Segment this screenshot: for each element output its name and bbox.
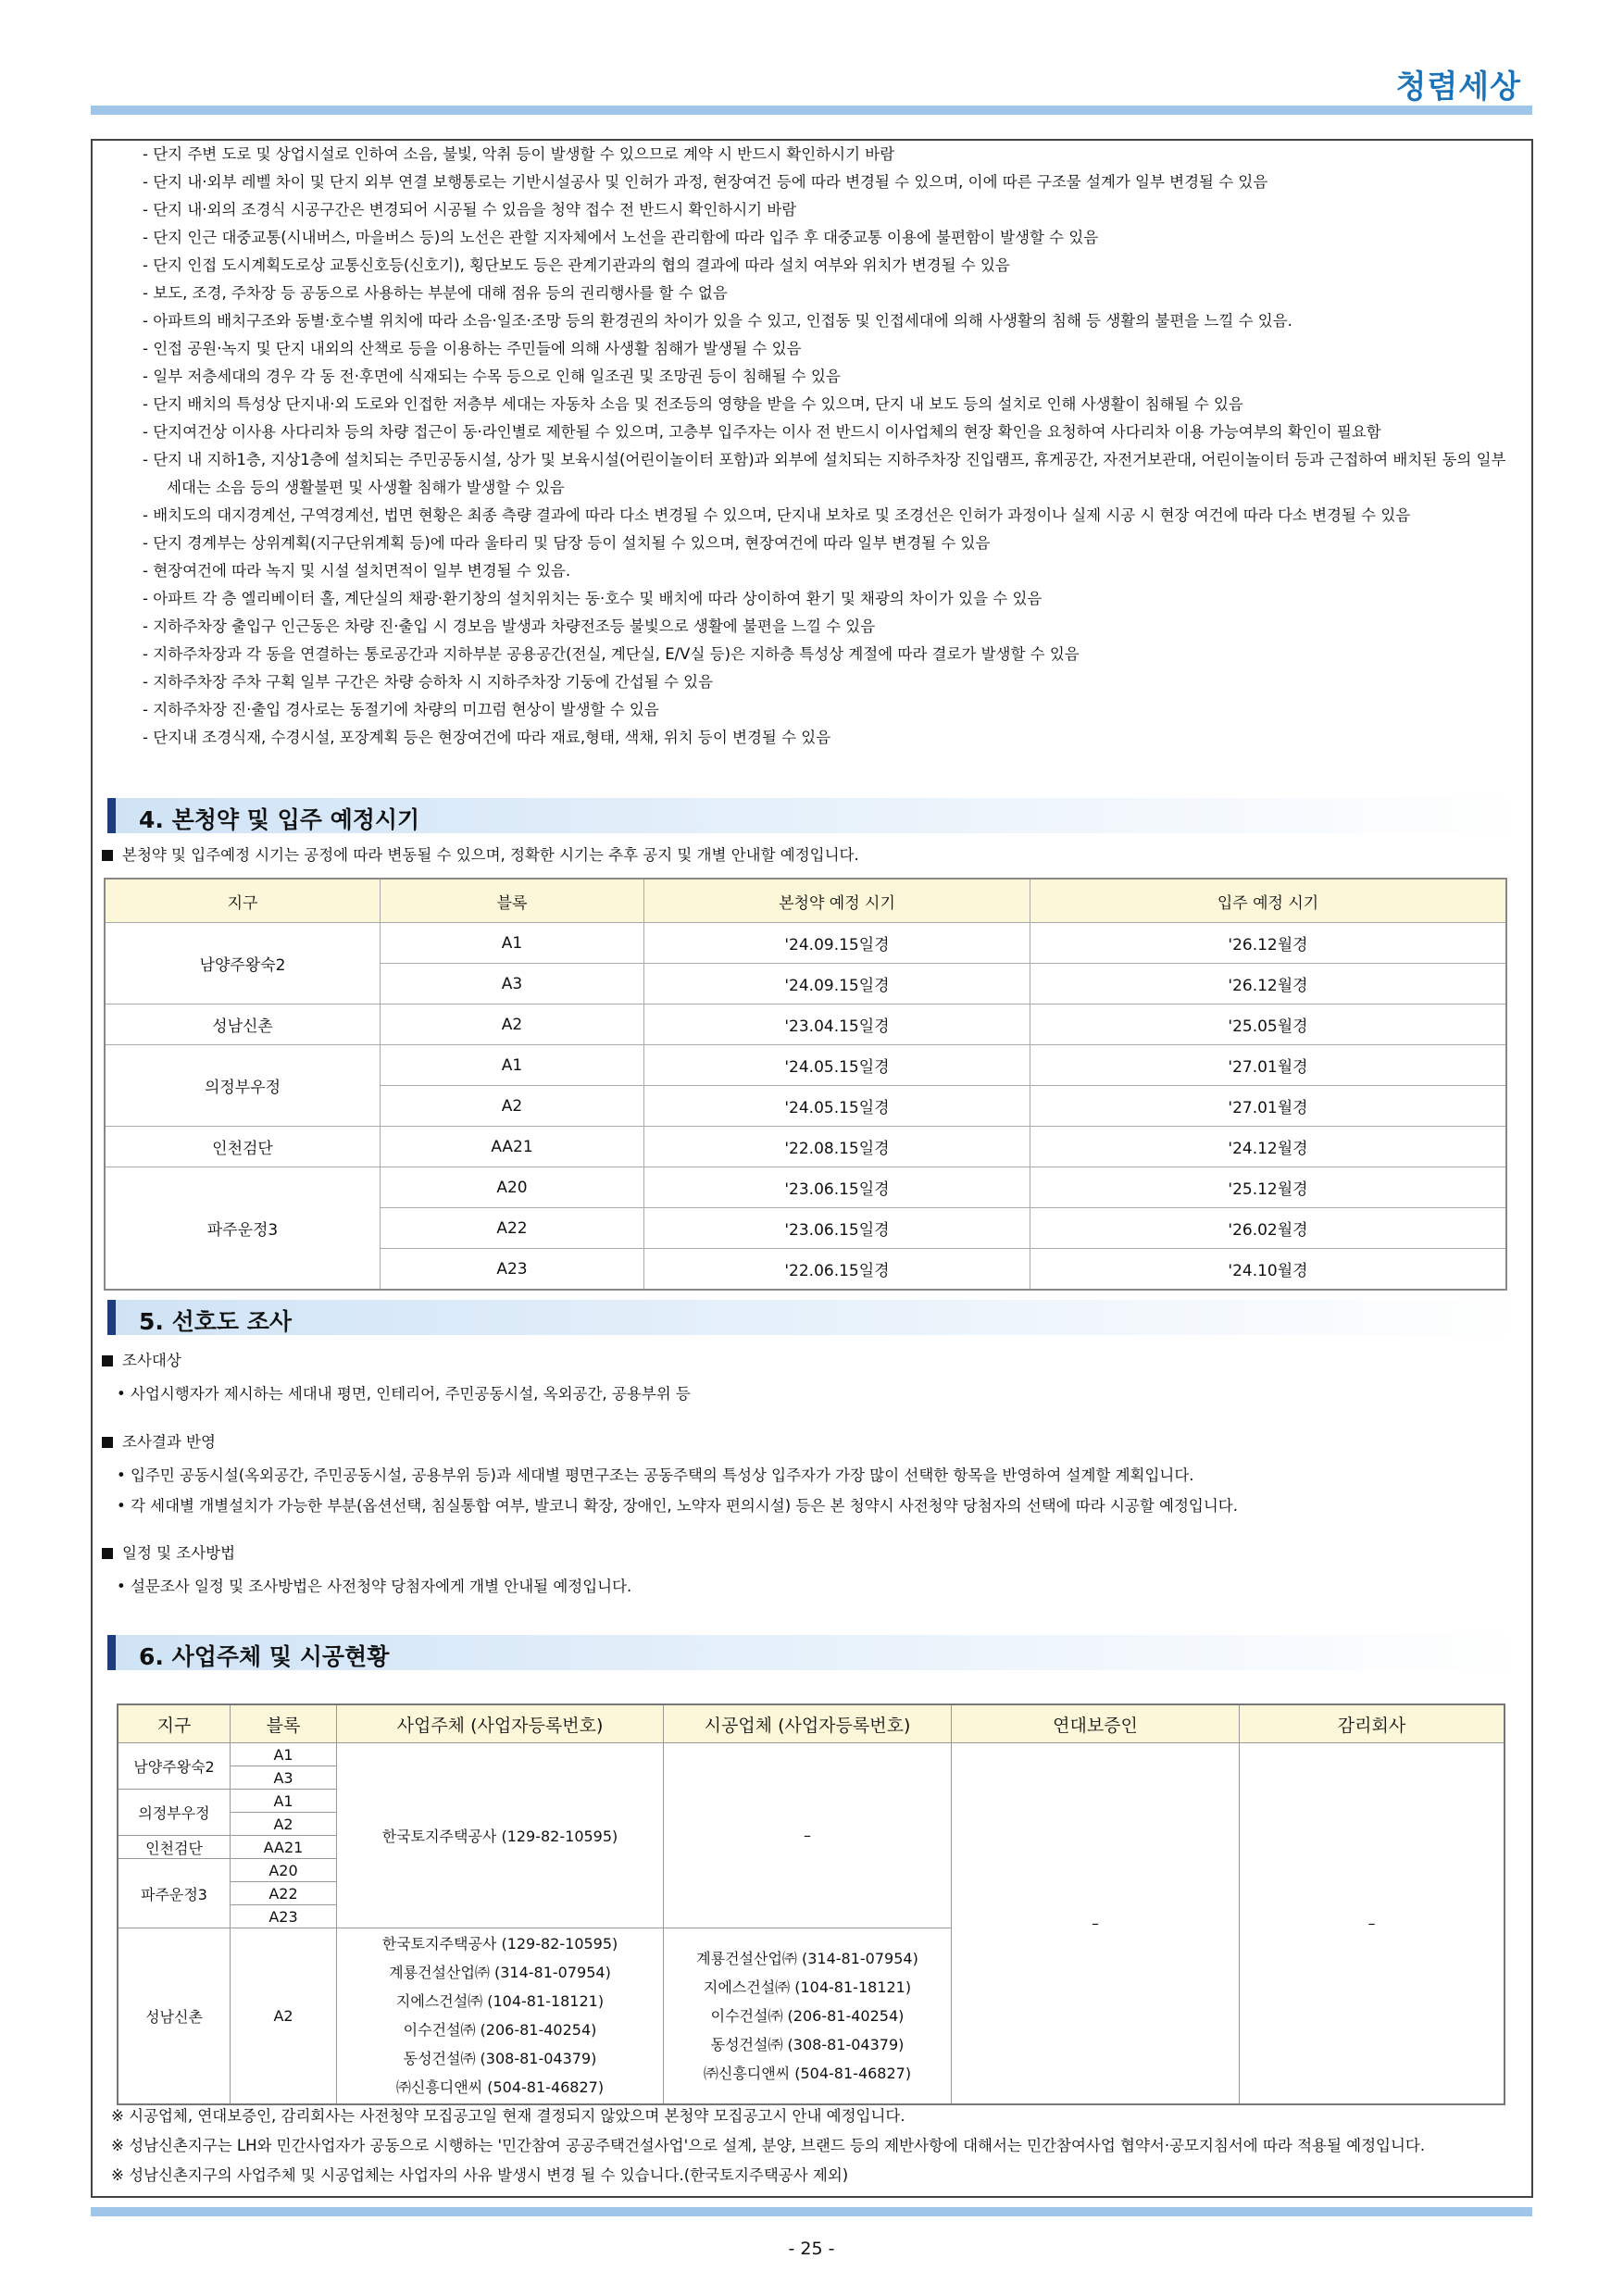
owner-line: ㈜신흥디앤씨 (504-81-46827) [395,2078,605,2097]
owner-line: 한국토지주택공사 (129-82-10595) [381,1935,618,1953]
col-move-in: 입주 예정 시기 [1030,879,1507,923]
col-builder: 시공업체 (사업자등록번호) [664,1704,952,1743]
move-in-cell: '25.05월경 [1030,1004,1507,1045]
block-cell: AA21 [231,1836,337,1859]
col-block: 블록 [231,1704,337,1743]
col-owner: 사업주체 (사업자등록번호) [337,1704,664,1743]
district-cell: 성남신촌 [118,1928,231,2104]
block-cell: A1 [231,1743,337,1766]
district-cell: 인천검단 [105,1127,381,1167]
pre-subscription-cell: '24.05.15일경 [644,1045,1030,1086]
move-in-cell: '26.12월경 [1030,923,1507,964]
section-4-header [107,798,1524,833]
brand-logo [1396,61,1521,106]
note-item: - 단지 경계부는 상위계획(지구단위계획 등)에 따라 울타리 및 담장 등이 설치될 수 있으며, 현장여건에 따라 일부 변경될 수 있음 [143,534,991,552]
pre-subscription-cell: '22.06.15일경 [644,1249,1030,1291]
note-item: - 아파트의 배치구조와 동별·호수별 위치에 따라 소음·일조·조망 등의 환경권의 차이가 있을 수 있고, 인접동 및 인접세대에 의해 사생활의 침해 등 생활의 불편을 느낄 수 있음. [143,312,1292,330]
col-district: 지구 [105,879,381,923]
district-cell: 파주운정3 [118,1859,231,1928]
contractor-table-header [118,1704,1504,1743]
district-cell: 의정부우정 [118,1790,231,1836]
table-row [105,923,1506,964]
table-row [105,1004,1506,1045]
note-item: - 아파트 각 층 엘리베이터 홀, 계단실의 채광·환기창의 설치위치는 동·호수 및 배치에 따라 상이하여 환기 및 채광의 차이가 있을 수 있음 [143,590,1042,607]
footnote-1: ※ 시공업체, 연대보증인, 감리회사는 사전청약 모집공고일 현재 결정되지 않았으며 본청약 모집공고시 안내 예정입니다. [111,2107,905,2125]
block-cell: A22 [231,1882,337,1905]
note-item: - 단지 내·외부 레벨 차이 및 단지 외부 연결 보행통로는 기반시설공사 및 인허가 과정, 현장여건 등에 따라 변경될 수 있으며, 이에 따른 구조물 설계가 일부 변경될 수 있음 [143,173,1268,191]
block-cell: A20 [381,1167,644,1208]
section-5-title: 5. 선호도 조사 [139,1308,293,1335]
district-cell: 남양주왕숙2 [118,1743,231,1790]
owner-line: 지에스건설㈜ (104-81-18121) [395,1992,605,2011]
content-frame [91,139,1533,2198]
seongnam-builders-cell [664,1928,952,2104]
section-marker [107,1635,116,1670]
builder-line: 계룡건설산업㈜ (314-81-07954) [696,1949,918,1967]
section-6-title: 6. 사업주체 및 시공현황 [139,1643,390,1670]
page-number: - 25 - [788,2239,835,2259]
footnote-3: ※ 성남신촌지구의 사업주체 및 시공업체는 사업자의 사유 발생시 변경 될 수 있습니다.(한국토지주택공사 제외) [111,2166,849,2184]
block-cell: A3 [231,1766,337,1790]
block-cell: A22 [381,1208,644,1249]
col-pre-subscription: 본청약 예정 시기 [644,879,1030,923]
note-item: - 지하주차장 출입구 인근동은 차량 진·출입 시 경보음 발생과 차량전조등 불빛으로 생활에 불편을 느낄 수 있음 [143,618,876,635]
owner-cell-lh: 한국토지주택공사 (129-82-10595) [337,1743,664,1928]
note-item: - 단지내 조경식재, 수경시설, 포장계획 등은 현장여건에 따라 재료,형태, 색채, 위치 등이 변경될 수 있음 [143,729,831,746]
logo-text: 청렴세상 [1395,69,1521,106]
note-item: - 지하주차장 진·출입 경사로는 동절기에 차량의 미끄럼 현상이 발생할 수 있음 [143,701,659,718]
note-item: - 배치도의 대지경계선, 구역경계선, 법면 현황은 최종 측량 결과에 따라 다소 변경될 수 있으며, 단지내 보차로 및 조경선은 인허가 과정이나 실제 시공 시 현장 여건에 따라 다소 변경될 수 있음 [143,506,1411,524]
note-item: - 단지 배치의 특성상 단지내·외 도로와 인접한 저층부 세대는 자동차 소음 및 전조등의 영향을 받을 수 있으며, 단지 내 보도 등의 설치로 인해 사생활이 침해될 수 있음 [143,395,1243,413]
contractor-table [117,1703,1505,2105]
bottom-divider [91,2207,1532,2216]
block-cell: A2 [381,1086,644,1127]
district-cell: 성남신촌 [105,1004,381,1045]
note-item: - 단지 인접 도시계획도로상 교통신호등(신호기), 횡단보도 등은 관계기관과의 협의 결과에 따라 설치 여부와 위치가 변경될 수 있음 [143,256,1010,274]
survey-method-item: • 설문조사 일정 및 조사방법은 사전청약 당첨자에게 개별 안내될 예정입니다. [117,1578,632,1595]
note-item: - 인접 공원·녹지 및 단지 내외의 산책로 등을 이용하는 주민들에 의해 사생활 침해가 발생될 수 있음 [143,340,802,357]
col-supervisor: 감리회사 [1240,1704,1505,1743]
block-cell: A20 [231,1859,337,1882]
table-row [118,1743,1504,1766]
survey-target-label: 조사대상 [122,1352,181,1369]
move-in-cell: '26.02월경 [1030,1208,1507,1249]
col-guarantor: 연대보증인 [952,1704,1240,1743]
section-4-intro-line [102,844,859,867]
move-in-cell: '26.12월경 [1030,964,1507,1004]
block-cell: AA21 [381,1127,644,1167]
owner-line: 계룡건설산업㈜ (314-81-07954) [389,1964,611,1982]
table-row [105,1045,1506,1086]
note-item: - 단지 내 지하1층, 지상1층에 설치되는 주민공동시설, 상가 및 보육시설(어린이놀이터 포함)과 외부에 설치되는 지하주차장 진입램프, 휴게공간, 자전거보관대, 어린이놀이터 등과 근접하여 배치된 동의 일부세대는 소음 등의 생활불편 및 사생활 침해가 발생할 수 있음 [143,451,1506,496]
supervisor-cell: – [1240,1743,1505,2104]
square-bullet-icon [102,1437,113,1448]
block-cell: A1 [381,923,644,964]
section-marker [107,1300,116,1335]
notes-list [130,141,1518,752]
block-cell: A2 [231,1928,337,2104]
pre-subscription-cell: '23.06.15일경 [644,1167,1030,1208]
section-4-intro: 본청약 및 입주예정 시기는 공정에 따라 변동될 수 있으며, 정확한 시기는 추후 공지 및 개별 안내할 예정입니다. [122,846,859,864]
note-item: - 단지 주변 도로 및 상업시설로 인하여 소음, 불빛, 악취 등이 발생할 수 있으므로 계약 시 반드시 확인하시기 바람 [143,145,895,163]
seongnam-owners-cell [337,1928,664,2104]
square-bullet-icon [102,850,113,861]
note-item: - 단지 내·외의 조경식 시공구간은 변경되어 시공될 수 있음을 청약 접수 전 반드시 확인하시기 바람 [143,201,797,218]
builder-line: ㈜신흥디앤씨 (504-81-46827) [703,2064,912,2082]
block-cell: A23 [231,1905,337,1928]
survey-method-heading [102,1542,235,1565]
move-in-cell: '25.12월경 [1030,1167,1507,1208]
survey-result-item-2: • 각 세대별 개별설치가 가능한 부분(옵션선택, 침실통합 여부, 발코니 확장, 장애인, 노약자 편의시설) 등은 본 청약시 사전청약 당첨자의 선택에 따라 시공할 예정입니다. [117,1497,1238,1515]
block-cell: A2 [231,1813,337,1836]
pre-subscription-cell: '24.05.15일경 [644,1086,1030,1127]
move-in-cell: '24.12월경 [1030,1127,1507,1167]
builder-line: 이수건설㈜ (206-81-40254) [710,2006,905,2025]
district-cell: 남양주왕숙2 [105,923,381,1004]
builder-line: 지에스건설㈜ (104-81-18121) [703,1978,912,1996]
pre-subscription-cell: '22.08.15일경 [644,1127,1030,1167]
survey-method-label: 일정 및 조사방법 [122,1544,236,1562]
survey-result-heading [102,1431,216,1454]
note-item: - 현장여건에 따라 녹지 및 시설 설치면적이 일부 변경될 수 있음. [143,562,571,580]
builder-line: 동성건설㈜ (308-81-04379) [710,2035,905,2053]
note-item: - 보도, 조경, 주차장 등 공동으로 사용하는 부분에 대해 점유 등의 권리행사를 할 수 없음 [143,284,728,302]
pre-subscription-cell: '24.09.15일경 [644,964,1030,1004]
survey-result-label: 조사결과 반영 [122,1433,216,1451]
note-item: - 일부 저층세대의 경우 각 동 전·후면에 식재되는 수목 등으로 인해 일조권 및 조망권 등이 침해될 수 있음 [143,368,841,385]
square-bullet-icon [102,1548,113,1559]
pre-subscription-cell: '23.04.15일경 [644,1004,1030,1045]
note-item: - 지하주차장과 각 동을 연결하는 통로공간과 지하부분 공용공간(전실, 계단실, E/V실 등)은 지하층 특성상 계절에 따라 결로가 발생할 수 있음 [143,645,1080,663]
block-cell: A1 [231,1790,337,1813]
pre-subscription-cell: '24.09.15일경 [644,923,1030,964]
note-item: - 단지여건상 이사용 사다리차 등의 차량 접근이 동·라인별로 제한될 수 있으며, 고층부 입주자는 이사 전 반드시 이사업체의 현장 확인을 요청하여 사다리차 이용 가능여부의 확인이 필요함 [143,423,1381,441]
schedule-table [104,878,1507,1291]
district-cell: 파주운정3 [105,1167,381,1291]
block-cell: A23 [381,1249,644,1291]
survey-target-item: • 사업시행자가 제시하는 세대내 평면, 인테리어, 주민공동시설, 옥외공간, 공용부위 등 [117,1385,691,1403]
block-cell: A2 [381,1004,644,1045]
move-in-cell: '27.01월경 [1030,1086,1507,1127]
note-item: - 단지 인근 대중교통(시내버스, 마을버스 등)의 노선은 관할 지자체에서 노선을 관리함에 따라 입주 후 대중교통 이용에 불편함이 발생할 수 있음 [143,229,1099,246]
survey-target-heading [102,1350,181,1372]
owner-line: 이수건설㈜ (206-81-40254) [403,2021,597,2040]
col-district: 지구 [118,1704,231,1743]
table-row [105,1167,1506,1208]
section-5-header [107,1300,1524,1335]
district-cell: 인천검단 [118,1836,231,1859]
top-divider [91,106,1532,115]
move-in-cell: '24.10월경 [1030,1249,1507,1291]
section-6-header [107,1635,1524,1670]
block-cell: A3 [381,964,644,1004]
note-item: - 지하주차장 주차 구획 일부 구간은 차량 승하차 시 지하주차장 기둥에 간섭될 수 있음 [143,673,714,691]
move-in-cell: '27.01월경 [1030,1045,1507,1086]
owner-line: 동성건설㈜ (308-81-04379) [403,2050,597,2068]
table-row [105,1127,1506,1167]
square-bullet-icon [102,1355,113,1366]
section-4-title: 4. 본청약 및 입주 예정시기 [139,806,420,833]
section-marker [107,798,116,833]
pre-subscription-cell: '23.06.15일경 [644,1208,1030,1249]
footnote-2: ※ 성남신촌지구는 LH와 민간사업자가 공동으로 시행하는 '민간참여 공공주택건설사업'으로 설계, 분양, 브랜드 등의 제반사항에 대해서는 민간참여사업 협약서·공모지침서에 따라 적용될 예정입니다. [111,2137,1426,2154]
block-cell: A1 [381,1045,644,1086]
col-block: 블록 [381,879,644,923]
guarantor-cell: – [952,1743,1240,2104]
builder-cell-dash: – [664,1743,952,1928]
schedule-table-header [105,879,1506,923]
survey-result-item-1: • 입주민 공동시설(옥외공간, 주민공동시설, 공용부위 등)과 세대별 평면구조는 공동주택의 특성상 입주자가 가장 많이 선택한 항목을 반영하여 설계할 계획입니다. [117,1466,1194,1484]
district-cell: 의정부우정 [105,1045,381,1127]
